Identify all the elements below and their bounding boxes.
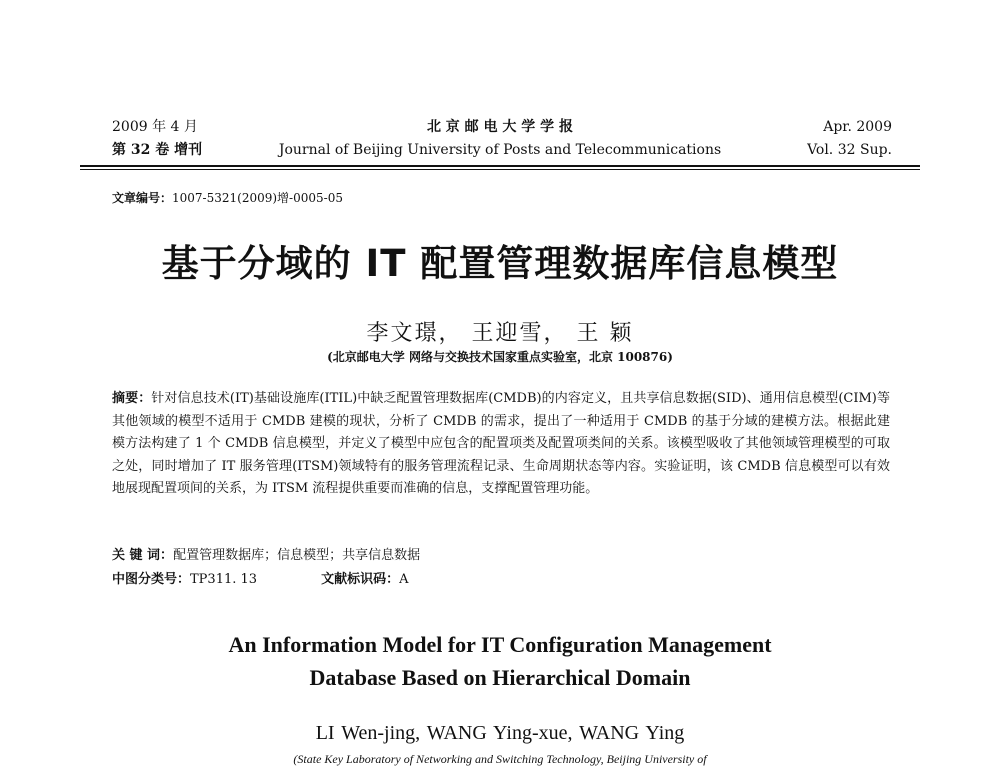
authors-cn: 李文璟， 王迎雪， 王 颖 (366, 321, 634, 346)
classification-line (112, 568, 408, 587)
journal-name-cn: 北 京 邮 电 大 学 学 报 (426, 119, 574, 135)
header-volume-en: Vol. 32 Sup. (807, 142, 892, 158)
clc-value: TP311. 13 (190, 572, 258, 587)
header-volume-cn: 第 32 卷 增刊 (112, 142, 203, 158)
keywords-label: 关 键 词： (112, 548, 174, 563)
article-number-value: 1007-5321(2009)增-0005-05 (172, 191, 343, 205)
page-title-en (0, 628, 1000, 694)
doc-code-label: 文献标识码： (321, 572, 400, 587)
clc-label: 中图分类号： (112, 572, 191, 587)
title-en-line1: An Information Model for IT Configuration Management (228, 632, 772, 657)
abstract-text: 针对信息技术(IT)基础设施库(ITIL)中缺乏配置管理数据库(CMDB)的内容定义，且共享信息数据(SID)、通用信息模型(CIM)等其他领域的模型不适用于 CMDB 建模的现状，分析了 CMDB 的需求，提出了一种适用于 CMDB 的基于分域的建模方法。根据此建模方法构建了 1 个 CMDB 信息模型，并定义了模型中应包含的配置项类及配置项类间的关系。该模型吸收了其他领域管理模型的可取之处，同时增加了 IT 服务管理(ITSM)领域特有的服务管理流程记录、生命周期状态等内容。实验证明，该 CMDB 信息模型可以有效地展现配置项间的关系，为 ITSM 流程提供重要而准确的信息，支撑配置管理功能。 (112, 391, 890, 497)
affiliation-en: (State Key Laboratory of Networking and Switching Technology, Beijing University of (293, 752, 707, 766)
keywords-line (112, 544, 420, 563)
header-date-cn: 2009 年 4 月 (112, 119, 198, 135)
title-en-line2: Database Based on Hierarchical Domain (309, 665, 691, 690)
journal-name-en: Journal of Beijing University of Posts and Telecommunications (278, 142, 722, 158)
article-number (112, 189, 343, 206)
header-rule-thin (80, 169, 920, 170)
abstract-cn (112, 388, 890, 501)
doc-code-value: A (399, 572, 409, 587)
keywords-text: 配置管理数据库；信息模型；共享信息数据 (173, 548, 421, 563)
abstract-label: 摘要： (112, 391, 152, 406)
page-title-cn: 基于分域的 IT 配置管理数据库信息模型 (161, 242, 839, 285)
header-date-en: Apr. 2009 (823, 119, 892, 135)
authors-en: LI Wen-jing, WANG Ying-xue, WANG Ying (315, 722, 685, 744)
article-number-label: 文章编号： (112, 191, 173, 205)
affiliation-cn: (北京邮电大学 网络与交换技术国家重点实验室，北京 100876) (327, 350, 673, 364)
header-rule-thick (80, 165, 920, 167)
